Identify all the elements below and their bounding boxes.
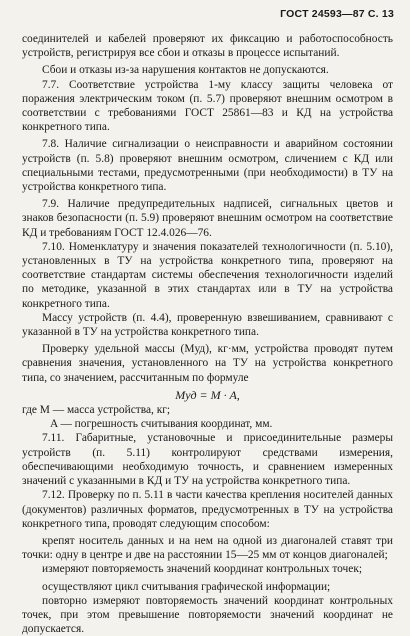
paragraph: измеряют повторяемость значений координат контрольных точек; — [42, 563, 363, 576]
paragraph: Сбои и отказы из-за нарушения контактов не допускаются. — [42, 64, 329, 77]
variable-definition: где M — масса устройства, кг; — [22, 404, 171, 417]
page-header: ГОСТ 24593—87 С. 13 — [280, 8, 394, 20]
paragraph: Массу устройств (п. 4.4), проверенную взвешиванием, сравнивают с указанной в ТУ на устройства конкретного типа. — [22, 311, 393, 339]
paragraph: 7.10. Номенклатуру и значения показателей технологичности (п. 5.10), установленных в ТУ на устройства конкретного типа, проверяют на соответствие стандартам системы обеспечения технологичности изделий по методике, указанной в этих стандартах или в ТУ на устройства конкретного типа. — [22, 240, 393, 310]
formula-variables — [22, 403, 393, 431]
paragraph: 7.9. Наличие предупредительных надписей, сигнальных цветов и знаков безопасности (п. 5.9) проверяют внешним осмотром на соответствие КД и требованиям ГОСТ 12.4.026—76. — [22, 198, 393, 239]
paragraph: соединителей и кабелей проверяют их фиксацию и работоспособность устройств, регистрируя все сбои и отказы в процессе испытаний. — [22, 33, 393, 60]
paragraph: осуществляют цикл считывания графической информации; — [42, 580, 331, 593]
formula: Mуд = M · A, — [175, 387, 240, 402]
paragraph: повторно измеряют повторяемость значений координат контрольных точек, при этом превышение повторяемости значений координат не допускается. — [22, 594, 393, 636]
paragraph: 7.7. Соответствие устройства 1-му классу защиты человека от поражения электрическим током (п. 5.7) проверяют внешним осмотром в соответствии с требованиями ГОСТ 25861—83 и КД на устройства конкретного типа. — [22, 78, 393, 134]
document-body — [22, 32, 393, 636]
paragraph: Проверку удельной массы (Mуд), кг·мм, устройства проводят путем сравнения значения, установленного на ТУ на устройства конкретного типа, со значением, рассчитанным по формуле — [22, 343, 393, 384]
variable-definition: A — погрешность считывания координат, мм. — [50, 418, 273, 431]
paragraph: крепят носитель данных и на нем на одной из диагоналей ставят три точки: одну в центре и две на расстоянии 15—25 мм от концов диагоналей; — [22, 534, 393, 562]
paragraph: 7.8. Наличие сигнализации о неисправности и аварийном состоянии устройств (п. 5.8) проверяют внешним осмотром, сличением с КД или специальными тестами, предусмотренными (при необходимости) в ТУ на устройства конкретного типа. — [22, 138, 393, 194]
paragraph: 7.12. Проверку по п. 5.11 в части качества крепления носителей данных (документов) различных форматов, предусмотренных в ТУ на устройства конкретного типа, проводят следующим способом: — [22, 489, 393, 530]
paragraph: 7.11. Габаритные, установочные и присоединительные размеры устройств (п. 5.11) контролируют средствами измерения, обеспечивающими необходимую точность, и сравнением измеренных значений с указанными в КД и ТУ на устройства конкретного типа. — [22, 432, 393, 488]
